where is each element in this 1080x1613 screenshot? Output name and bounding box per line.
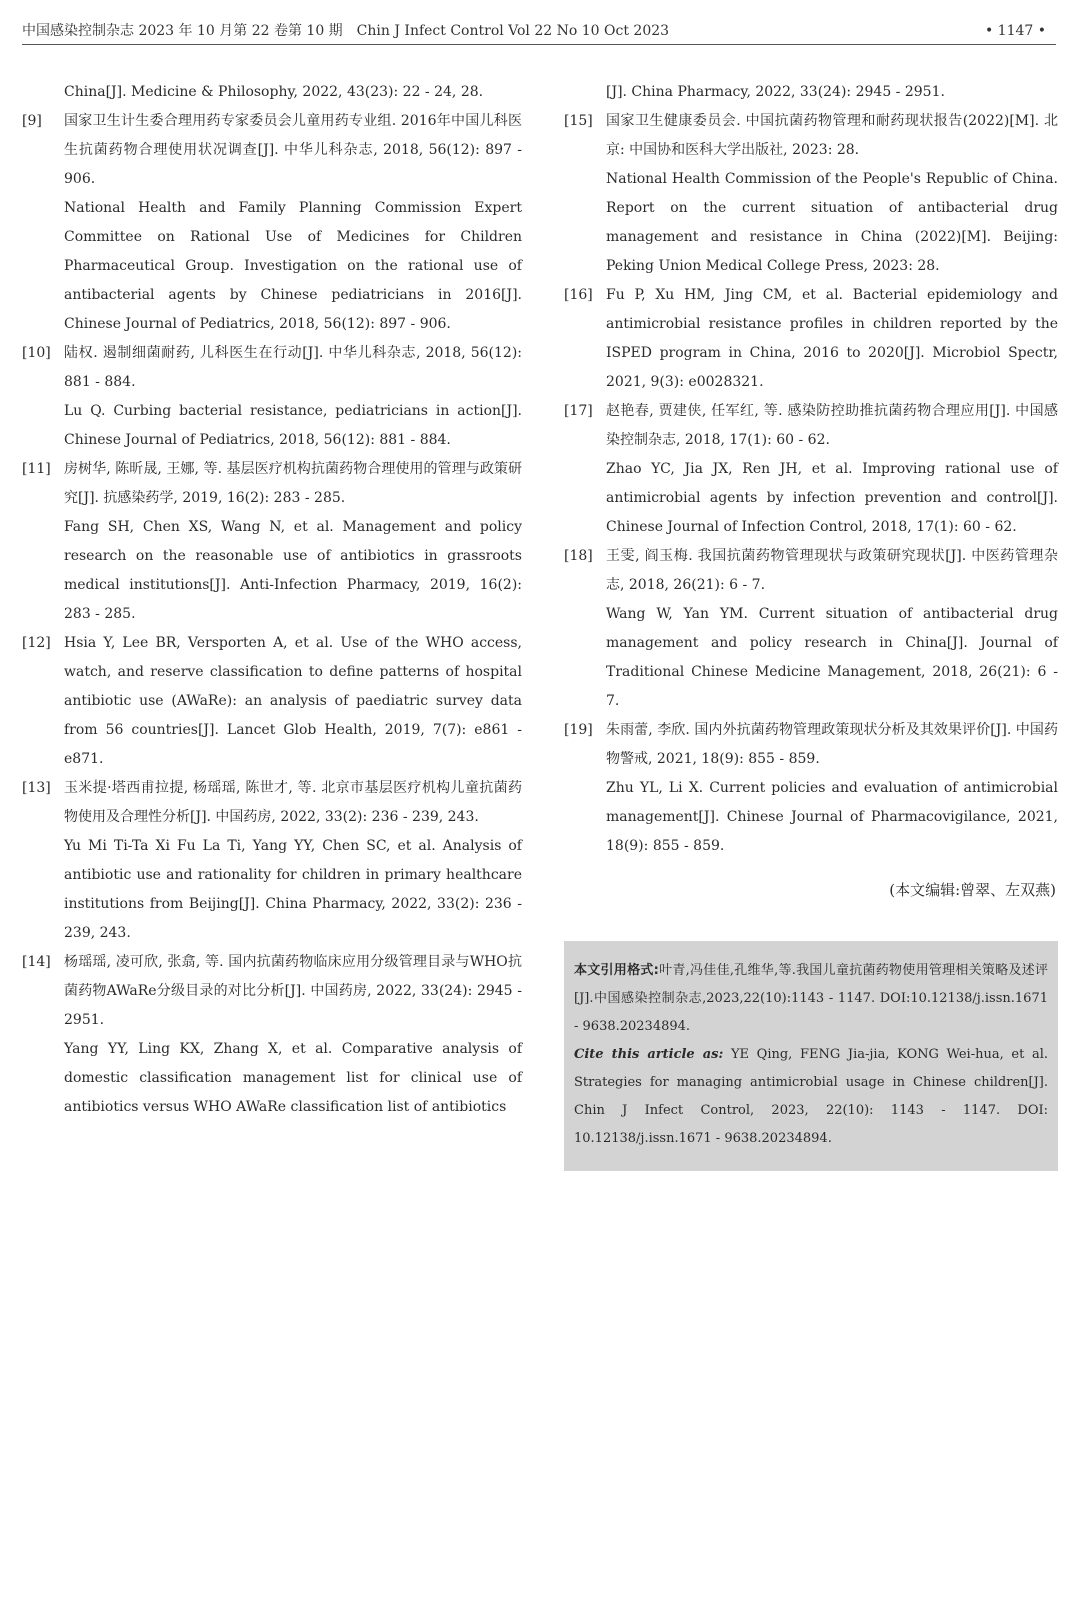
citation-zh-label: 本文引用格式: <box>574 963 659 978</box>
journal-header-text: 中国感染控制杂志 2023 年 10 月第 22 卷第 10 期 Chin J Infect Control Vol 22 No 10 Oct 2023 <box>22 23 670 39</box>
reference-zh-text: 国家卫生健康委员会. 中国抗菌药物管理和耐药现状报告(2022)[M]. 北京: 中国协和医科大学出版社, 2023: 28. <box>606 113 1058 158</box>
reference-list-right <box>564 107 1058 861</box>
reference-en-text: Yu Mi Ti-Ta Xi Fu La Ti, Yang YY, Chen SC, et al. Analysis of antibiotic use and rationality for children in primary healthcare institutions from Beijing[J]. China Pharmacy, 2022, 33(2): 236 - 239, 243. <box>64 838 522 941</box>
reference-zh-text: 玉米提·塔西甫拉提, 杨瑶瑶, 陈世才, 等. 北京市基层医疗机构儿童抗菌药物使用及合理性分析[J]. 中国药房, 2022, 33(2): 236 - 239, 243. <box>64 780 522 825</box>
reference-number: [12] <box>22 635 51 651</box>
left-column <box>22 78 522 1122</box>
reference-en-text: National Health Commission of the People's Republic of China. Report on the current situation of antibacterial drug management and resistance in China (2022)[M]. Beijing: Peking Union Medical College Press, 2023: 28. <box>606 171 1058 274</box>
citation-en-text: YE Qing, FENG Jia-jia, KONG Wei-hua, et al. Strategies for managing antimicrobial usage in Chinese children[J]. Chin J Infect Control, 2023, 22(10): 1143 - 1147. DOI: 10.12138/j.issn.1671 - 9638.20234894. <box>574 1047 1048 1146</box>
reference-en-text: Lu Q. Curbing bacterial resistance, pediatricians in action[J]. Chinese Journal of Pediatrics, 2018, 56(12): 881 - 884. <box>64 403 522 448</box>
right-column <box>564 78 1058 1171</box>
reference-list-left <box>22 107 522 1122</box>
reference-zh-text: 陆权. 遏制细菌耐药, 儿科医生在行动[J]. 中华儿科杂志, 2018, 56(12): 881 - 884. <box>64 345 522 390</box>
reference-number: [13] <box>22 780 51 796</box>
reference-item <box>22 107 522 339</box>
reference-item <box>564 397 1058 542</box>
running-header <box>22 20 1056 45</box>
reference-continuation <box>22 78 522 107</box>
reference-item <box>22 774 522 948</box>
reference-item <box>564 281 1058 397</box>
reference-zh-text: 王雯, 阎玉梅. 我国抗菌药物管理现状与政策研究现状[J]. 中医药管理杂志, 2018, 26(21): 6 - 7. <box>606 548 1058 593</box>
citation-box <box>564 941 1058 1171</box>
reference-number: [9] <box>22 113 42 129</box>
reference-item <box>22 629 522 774</box>
reference-item <box>564 107 1058 281</box>
reference-number: [18] <box>564 548 593 564</box>
reference-zh-text: 杨瑶瑶, 凌可欣, 张翕, 等. 国内抗菌药物临床应用分级管理目录与WHO抗菌药物AWaRe分级目录的对比分析[J]. 中国药房, 2022, 33(24): 2945 - 2951. <box>64 954 522 1028</box>
reference-number: [17] <box>564 403 593 419</box>
reference-en-text: Zhu YL, Li X. Current policies and evaluation of antimicrobial management[J]. Chinese Journal of Pharmacovigilance, 2021, 18(9): 855 - 859. <box>606 780 1058 854</box>
reference-number: [15] <box>564 113 593 129</box>
citation-zh-text: 叶青,冯佳佳,孔维华,等.我国儿童抗菌药物使用管理相关策略及述评[J].中国感染控制杂志,2023,22(10):1143 - 1147. DOI:10.12138/j.issn.1671 - 9638.20234894. <box>574 963 1049 1034</box>
reference-item <box>564 716 1058 861</box>
citation-en <box>574 1041 1048 1153</box>
reference-item <box>564 542 1058 716</box>
reference-item <box>22 455 522 629</box>
reference-number: [14] <box>22 954 51 970</box>
reference-number: [11] <box>22 461 51 477</box>
citation-en-label: Cite this article as: <box>574 1047 724 1062</box>
reference-en-text: Hsia Y, Lee BR, Versporten A, et al. Use of the WHO access, watch, and reserve classification to define patterns of hospital antibiotic use (AWaRe): an analysis of paediatric survey data from 56 countries[J]. Lancet Glob Health, 2019, 7(7): e861 - e871. <box>64 635 522 767</box>
reference-zh-text: 房树华, 陈昕晟, 王娜, 等. 基层医疗机构抗菌药物合理使用的管理与政策研究[J]. 抗感染药学, 2019, 16(2): 283 - 285. <box>64 461 522 506</box>
page-number: • 1147 • <box>984 23 1046 39</box>
reference-en-text: Fang SH, Chen XS, Wang N, et al. Management and policy research on the reasonable use of antibiotics in grassroots medical institutions[J]. Anti-Infection Pharmacy, 2019, 16(2): 283 - 285. <box>64 519 522 622</box>
reference-en-text: [J]. China Pharmacy, 2022, 33(24): 2945 - 2951. <box>606 84 945 100</box>
reference-item <box>22 339 522 455</box>
reference-zh-text: 朱雨蕾, 李欣. 国内外抗菌药物管理政策现状分析及其效果评价[J]. 中国药物警戒, 2021, 18(9): 855 - 859. <box>606 722 1058 767</box>
reference-en-text: National Health and Family Planning Commission Expert Committee on Rational Use of Medicines for Children Pharmaceutical Group. Investigation on the rational use of antibacterial agents by Chinese pediatricians in 2016[J]. Chinese Journal of Pediatrics, 2018, 56(12): 897 - 906. <box>64 200 522 332</box>
reference-number: [10] <box>22 345 51 361</box>
reference-en-text: China[J]. Medicine & Philosophy, 2022, 43(23): 22 - 24, 28. <box>64 84 484 100</box>
reference-item <box>22 948 522 1122</box>
reference-en-text: Wang W, Yan YM. Current situation of antibacterial drug management and policy research in China[J]. Journal of Traditional Chinese Medicine Management, 2018, 26(21): 6 - 7. <box>606 606 1058 709</box>
citation-zh <box>574 957 1048 1041</box>
reference-zh-text: 赵艳春, 贾建侠, 任军红, 等. 感染防控助推抗菌药物合理应用[J]. 中国感染控制杂志, 2018, 17(1): 60 - 62. <box>606 403 1058 448</box>
reference-en-text: Yang YY, Ling KX, Zhang X, et al. Comparative analysis of domestic classification management list for clinical use of antibiotics versus WHO AWaRe classification list of antibiotics <box>64 1041 522 1115</box>
reference-en-text: Fu P, Xu HM, Jing CM, et al. Bacterial epidemiology and antimicrobial resistance profiles in children reported by the ISPED program in China, 2016 to 2020[J]. Microbiol Spectr, 2021, 9(3): e0028321. <box>606 287 1058 390</box>
editor-note: (本文编辑:曾翠、左双燕) <box>889 881 1056 899</box>
reference-number: [16] <box>564 287 593 303</box>
reference-zh-text: 国家卫生计生委合理用药专家委员会儿童用药专业组. 2016年中国儿科医生抗菌药物合理使用状况调查[J]. 中华儿科杂志, 2018, 56(12): 897 - 906. <box>64 113 522 187</box>
reference-en-text: Zhao YC, Jia JX, Ren JH, et al. Improving rational use of antimicrobial agents by infection prevention and control[J]. Chinese Journal of Infection Control, 2018, 17(1): 60 - 62. <box>606 461 1058 535</box>
reference-number: [19] <box>564 722 593 738</box>
reference-continuation <box>564 78 1058 107</box>
